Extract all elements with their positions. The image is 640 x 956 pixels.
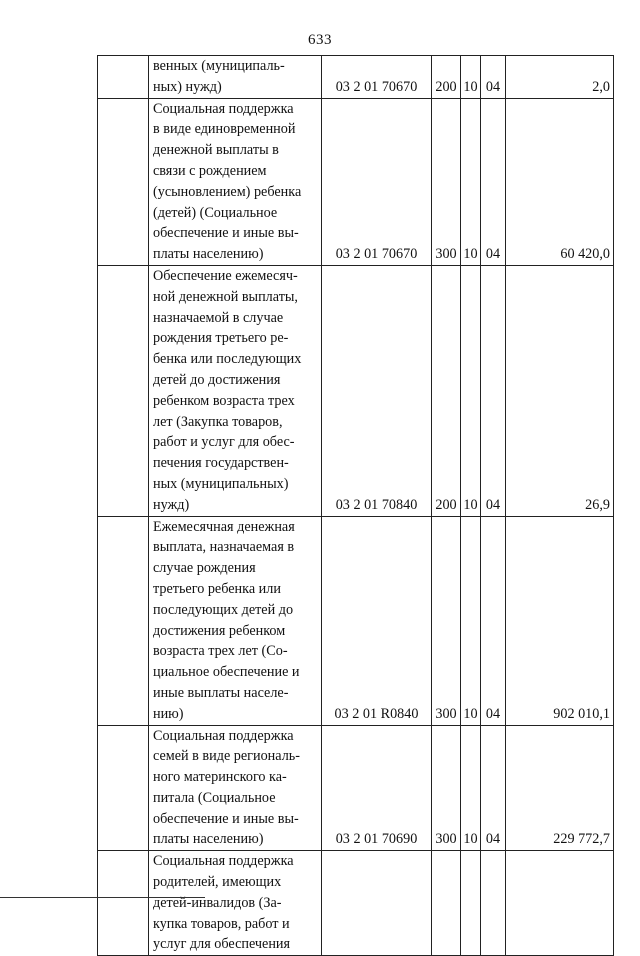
description-line: питала (Социальное xyxy=(153,789,276,806)
description-line: семей в виде региональ- xyxy=(153,748,300,765)
description-line: бенка или последующих xyxy=(153,351,302,368)
description-line: связи с рождением xyxy=(153,162,267,179)
description-line: третьего ребенка или xyxy=(153,580,281,597)
row-blank-cell xyxy=(98,98,149,265)
footnote-rule xyxy=(0,897,205,898)
row-section: 10 xyxy=(461,516,481,725)
description-line: ного материнского ка- xyxy=(153,769,287,786)
row-section xyxy=(461,851,481,956)
description-line: платы населению) xyxy=(153,831,264,848)
description-line: ных) нужд) xyxy=(153,78,222,95)
row-target-code: 03 2 01 70670 xyxy=(322,56,432,99)
description-line: работ и услуг для обес- xyxy=(153,434,295,451)
row-subsection xyxy=(481,851,506,956)
row-description xyxy=(149,98,322,265)
table-row xyxy=(98,516,614,725)
row-target-code: 03 2 01 70690 xyxy=(322,725,432,851)
description-line: ных (муниципальных) xyxy=(153,475,289,492)
row-description xyxy=(149,725,322,851)
row-amount: 2,0 xyxy=(506,56,614,99)
description-line: Социальная поддержка xyxy=(153,727,294,744)
description-line: детей до достижения xyxy=(153,371,281,388)
row-blank-cell xyxy=(98,725,149,851)
row-target-code: 03 2 01 70670 xyxy=(322,98,432,265)
row-amount xyxy=(506,851,614,956)
description-line: циальное обеспечение и xyxy=(153,664,300,681)
row-subsection: 04 xyxy=(481,516,506,725)
description-line: денежной выплаты в xyxy=(153,142,279,159)
row-target-code: 03 2 01 R0840 xyxy=(322,516,432,725)
row-expense-type: 200 xyxy=(432,265,461,516)
description-line: рождения третьего ре- xyxy=(153,330,289,347)
description-line: Обеспечение ежемесяч- xyxy=(153,267,298,284)
description-line: назначаемой в случае xyxy=(153,309,284,326)
description-line: услуг для обеспечения xyxy=(153,936,291,953)
budget-table-body xyxy=(98,56,614,956)
table-row xyxy=(98,98,614,265)
row-blank-cell xyxy=(98,851,149,956)
description-line: (детей) (Социальное xyxy=(153,204,278,221)
description-line: обеспечение и иные вы- xyxy=(153,225,299,242)
row-amount: 902 010,1 xyxy=(506,516,614,725)
description-line: Ежемесячная денежная xyxy=(153,518,295,535)
description-line: ной денежной выплаты, xyxy=(153,288,298,305)
description-line: Социальная поддержка xyxy=(153,100,294,117)
row-expense-type: 300 xyxy=(432,516,461,725)
row-blank-cell xyxy=(98,265,149,516)
row-description xyxy=(149,56,322,99)
table-row xyxy=(98,725,614,851)
row-description xyxy=(149,851,322,956)
row-blank-cell xyxy=(98,516,149,725)
row-description xyxy=(149,265,322,516)
table-row xyxy=(98,56,614,99)
description-line: печения государствен- xyxy=(153,455,289,472)
row-amount: 60 420,0 xyxy=(506,98,614,265)
row-subsection: 04 xyxy=(481,56,506,99)
row-expense-type xyxy=(432,851,461,956)
description-line: иные выплаты населе- xyxy=(153,684,289,701)
row-expense-type: 300 xyxy=(432,725,461,851)
description-line: обеспечение и иные вы- xyxy=(153,810,299,827)
description-line: выплата, назначаемая в xyxy=(153,539,295,556)
description-line: возраста трех лет (Со- xyxy=(153,643,288,660)
description-line: последующих детей до xyxy=(153,601,294,618)
row-expense-type: 200 xyxy=(432,56,461,99)
row-target-code: 03 2 01 70840 xyxy=(322,265,432,516)
row-amount: 229 772,7 xyxy=(506,725,614,851)
description-line: случае рождения xyxy=(153,560,256,577)
description-line: венных (муниципаль- xyxy=(153,58,285,74)
row-subsection: 04 xyxy=(481,265,506,516)
description-line: нию) xyxy=(153,705,184,722)
row-expense-type: 300 xyxy=(432,98,461,265)
table-row xyxy=(98,851,614,956)
description-line: достижения ребенком xyxy=(153,622,286,639)
description-line: купка товаров, работ и xyxy=(153,915,290,932)
row-section: 10 xyxy=(461,265,481,516)
row-section: 10 xyxy=(461,98,481,265)
budget-table xyxy=(97,55,614,956)
description-line: платы населению) xyxy=(153,246,264,263)
description-line: (усыновлением) ребенка xyxy=(153,183,302,200)
row-blank-cell xyxy=(98,56,149,99)
description-line: в виде единовременной xyxy=(153,121,296,138)
row-description xyxy=(149,516,322,725)
description-line: детей-инвалидов (За- xyxy=(153,894,282,911)
row-section: 10 xyxy=(461,725,481,851)
row-subsection: 04 xyxy=(481,98,506,265)
description-line: Социальная поддержка xyxy=(153,853,294,870)
description-line: лет (Закупка товаров, xyxy=(153,413,283,430)
description-line: нужд) xyxy=(153,496,190,513)
row-amount: 26,9 xyxy=(506,265,614,516)
row-target-code xyxy=(322,851,432,956)
table-row xyxy=(98,265,614,516)
row-section: 10 xyxy=(461,56,481,99)
row-subsection: 04 xyxy=(481,725,506,851)
description-line: ребенком возраста трех xyxy=(153,392,295,409)
description-line: родителей, имеющих xyxy=(153,874,282,891)
page-number: 633 xyxy=(308,32,332,48)
